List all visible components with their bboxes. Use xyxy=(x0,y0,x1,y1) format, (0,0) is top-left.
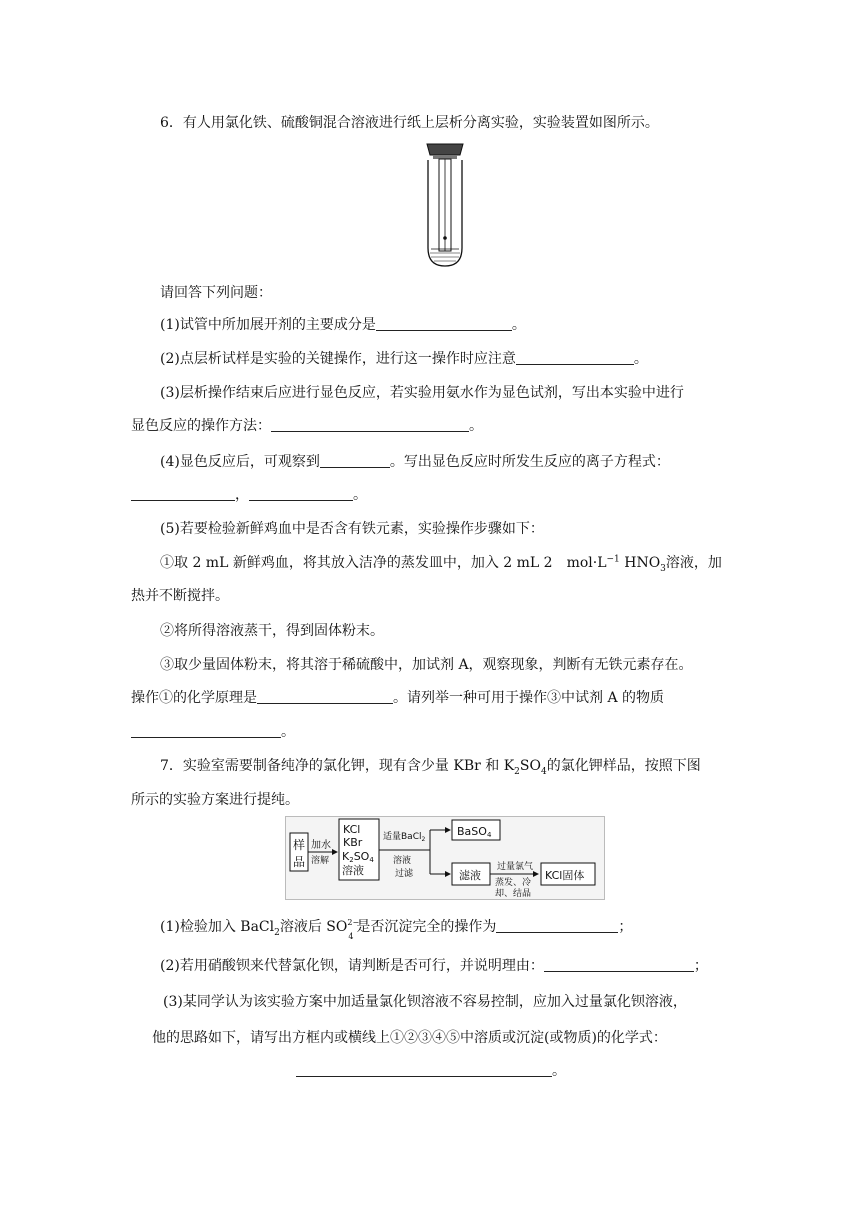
q6-step3: ③取少量固体粉末，将其溶于稀硫酸中，加试剂 A，观察现象，判断有无铁元素存在。 xyxy=(160,657,693,673)
answer-blank[interactable] xyxy=(271,417,469,432)
arrow2-label-line1: 适量BaCl$_2$ xyxy=(383,832,426,843)
q6-operation-line2: 。 xyxy=(131,722,295,742)
q6-part4-line2: ， 。 xyxy=(131,485,367,505)
q6-operation-line: 操作①的化学原理是 。请列举一种可用于操作③中试剂 A 的物质 xyxy=(131,690,665,706)
q6-step1-line2: 热并不断搅拌。 xyxy=(131,588,229,604)
answer-blank[interactable] xyxy=(131,723,281,738)
q7-part3-line3: 。 xyxy=(296,1061,566,1081)
answer-blank[interactable] xyxy=(496,918,618,933)
q6-part5: (5)若要检验新鲜鸡血中是否含有铁元素，实验操作步骤如下： xyxy=(160,521,544,537)
sample-box-char2: 品 xyxy=(293,855,306,869)
q6-part1-text: (1)试管中所加展开剂的主要成分是 xyxy=(160,317,376,333)
precipitate-baso4: BaSO4 xyxy=(457,825,492,839)
q6-stem: 6．有人用氯化铁、硫酸铜混合溶液进行纸上层析分离实验，实验装置如图所示。 xyxy=(160,115,659,131)
sample-box-char1: 样 xyxy=(293,838,306,852)
arrow3-label-top: 过量氯气 xyxy=(497,862,534,872)
q6-part2: (2)点层析试样是实验的关键操作，进行这一操作时应注意 。 xyxy=(160,351,648,367)
q6-part3-line2: 显色反应的操作方法： 。 xyxy=(131,418,483,434)
q6-step1-line1: ①取 2 mL 新鲜鸡血，将其放入洁净的蒸发皿中，加入 2 mL 2 $mol\cdot L^{-1}$ $HNO_3$溶液，加 xyxy=(160,554,722,574)
q7-stem-line2: 所示的实验方案进行提纯。 xyxy=(131,792,299,808)
answer-blank[interactable] xyxy=(516,350,634,365)
answer-blank[interactable] xyxy=(376,316,512,331)
answer-blank[interactable] xyxy=(320,453,390,468)
answer-blank[interactable] xyxy=(131,486,235,501)
arrow3-label-line3: 却、结晶 xyxy=(495,889,532,899)
q6-part3-line1: (3)层析操作结束后应进行显色反应，若实验用氨水作为显色试剂，写出本实验中进行 xyxy=(160,385,684,401)
product-kcl-solid: KCl固体 xyxy=(545,869,585,882)
box-k2so4: K2SO4 xyxy=(342,850,374,864)
purification-flowchart xyxy=(285,816,605,900)
arrow1-label-top: 加水 xyxy=(311,840,331,851)
test-tube-apparatus-figure xyxy=(420,140,470,270)
box-kbr: KBr xyxy=(343,836,363,849)
q7-part1: (1)检验加入 BaCl$_2$溶液后 SO 2− 4 是否沉淀完全的操作为 ； xyxy=(160,918,633,941)
answer-blank[interactable] xyxy=(296,1062,552,1077)
q7-part3-line2: 他的思路如下，请写出方框内或横线上①②③④⑤中溶质或沉淀(或物质)的化学式： xyxy=(152,1030,667,1046)
answer-blank[interactable] xyxy=(249,486,353,501)
q6-prompt: 请回答下列问题： xyxy=(160,285,272,301)
q7-stem-line1: 7．实验室需要制备纯净的氯化钾，现有含少量 KBr 和 $K_2SO_4$的氯化钾样品，按照下图 xyxy=(160,758,701,777)
arrow2-label-line3: 过滤 xyxy=(395,869,414,879)
box-kcl: KCl xyxy=(343,823,361,836)
q7-part2: (2)若用硝酸钡来代替氯化钡，请判断是否可行，并说明理由： ； xyxy=(160,958,708,974)
arrow1-label-bottom: 溶解 xyxy=(311,856,330,866)
box-solution: 溶液 xyxy=(342,864,364,877)
q6-step2: ②将所得溶液蒸干，得到固体粉末。 xyxy=(160,623,384,639)
arrow2-label-line2: 溶液 xyxy=(393,856,412,866)
q6-part2-text: (2)点层析试样是实验的关键操作，进行这一操作时应注意 xyxy=(160,351,516,367)
arrow3-label-line2: 蒸发、冷 xyxy=(495,878,532,888)
filtrate-box: 滤液 xyxy=(459,869,481,882)
q6-part1: (1)试管中所加展开剂的主要成分是 。 xyxy=(160,317,526,333)
answer-blank[interactable] xyxy=(257,689,393,704)
q7-part3-line1: (3)某同学认为该实验方案中加适量氯化钡溶液不容易控制，应加入过量氯化钡溶液， xyxy=(163,994,687,1010)
q6-part4-line1: (4)显色反应后，可观察到 。写出显色反应时所发生反应的离子方程式： xyxy=(160,454,670,470)
answer-blank[interactable] xyxy=(544,957,694,972)
